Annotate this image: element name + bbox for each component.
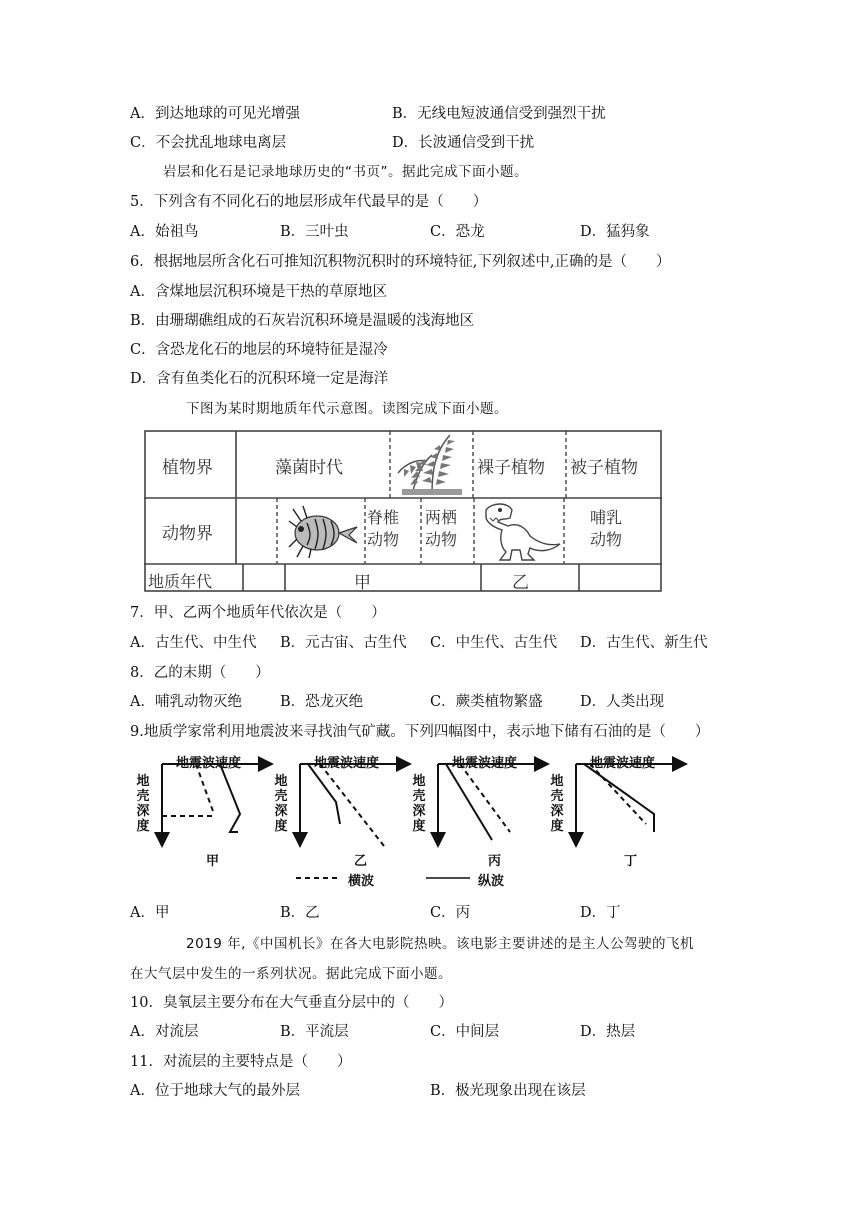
dinosaur-icon (478, 500, 562, 562)
row-label-plants: 植物界 (162, 458, 213, 478)
vertebrate-label: 脊椎 动物 (367, 508, 400, 549)
q9-option-d: D．丁 (580, 905, 621, 921)
axis-label-speed-2: 地震波速度 (314, 756, 380, 771)
table-intro: 下图为某时期地质年代示意图。读图完成下面小题。 (186, 401, 508, 417)
seismic-wave-diagrams (136, 752, 730, 892)
axis-label-speed-4: 地震波速度 (590, 756, 656, 771)
q9-option-b: B．乙 (280, 905, 320, 921)
q4-option-a: A．到达地球的可见光增强 (130, 106, 300, 122)
q8-option-b: B．恐龙灭绝 (280, 694, 364, 710)
q4-option-d: D．长波通信受到干扰 (392, 135, 535, 151)
axis-label-speed-3: 地震波速度 (452, 756, 518, 771)
q10-stem: 10．臭氧层主要分布在大气垂直分层中的（ ） (130, 995, 453, 1011)
panel-label-yi: 乙 (354, 854, 368, 869)
q9-stem: 9.地质学家常利用地震波来寻找油气矿藏。下列四幅图中，表示地下储有石油的是（ ） (130, 724, 710, 740)
seismic-wave-lines (150, 752, 730, 892)
q5-stem: 5．下列含有不同化石的地层形成年代最早的是（ ） (130, 194, 488, 210)
era-yi: 乙 (512, 573, 529, 593)
q9-option-c: C．丙 (430, 905, 471, 921)
q8-stem: 8．乙的末期（ ） (130, 665, 270, 681)
angiosperm-label: 被子植物 (570, 458, 638, 478)
q6-option-a: A．含煤地层沉积环境是干热的草原地区 (130, 284, 387, 300)
q10-option-a: A．对流层 (130, 1024, 199, 1040)
q5-option-b: B．三叶虫 (280, 224, 349, 240)
panel-label-bing: 丙 (488, 854, 502, 869)
q7-option-a: A．古生代、中生代 (130, 635, 257, 651)
q10-option-b: B．平流层 (280, 1024, 349, 1040)
era-jia: 甲 (354, 573, 371, 593)
panel-label-jia: 甲 (206, 854, 220, 869)
q7-option-b: B．元古宙、古生代 (280, 635, 407, 651)
algae-era-label: 藻菌时代 (275, 458, 343, 478)
q6-option-c: C．含恐龙化石的地层的环境特征是湿冷 (130, 342, 388, 358)
geologic-time-table (144, 430, 662, 592)
q11-option-b: B．极光现象出现在该层 (430, 1083, 586, 1099)
trilobite-icon (287, 503, 359, 559)
q6-option-b: B．由珊瑚礁组成的石灰岩沉积环境是温暖的浅海地区 (130, 313, 475, 329)
q5-option-c: C．恐龙 (430, 224, 485, 240)
legend-transverse: 横波 (348, 874, 375, 889)
q5-option-a: A．始祖鸟 (130, 224, 199, 240)
fern-icon (392, 433, 474, 497)
q5-option-d: D．猛犸象 (580, 224, 650, 240)
q11-stem: 11．对流层的主要特点是（ ） (130, 1054, 352, 1070)
q7-option-d: D．古生代、新生代 (580, 635, 708, 651)
axis-label-depth-1: 地 壳 深 度 (136, 774, 150, 834)
gymnosperm-label: 裸子植物 (477, 458, 545, 478)
q6-option-d: D．含有鱼类化石的沉积环境一定是海洋 (130, 371, 389, 387)
q6-stem: 6．根据地层所含化石可推知沉积物沉积时的环境特征,下列叙述中,正确的是（ ） (130, 254, 671, 270)
q4-option-b: B．无线电短波通信受到强烈干扰 (392, 106, 606, 122)
q8-option-d: D．人类出现 (580, 694, 665, 710)
q7-stem: 7．甲、乙两个地质年代依次是（ ） (130, 605, 386, 621)
mammal-label: 哺乳 动物 (590, 508, 623, 549)
fossil-intro: 岩层和化石是记录地球历史的“书页”。据此完成下面小题。 (163, 164, 528, 180)
amphibian-label: 两栖 动物 (425, 508, 458, 549)
movie-intro-line-1: 2019 年,《中国机长》在各大电影院热映。该电影主要讲述的是主人公驾驶的飞机 (186, 936, 694, 952)
q8-option-a: A．哺乳动物灭绝 (130, 694, 242, 710)
q7-option-c: C．中生代、古生代 (430, 635, 558, 651)
q8-option-c: C．蕨类植物繁盛 (430, 694, 543, 710)
q4-option-c: C．不会扰乱地球电离层 (130, 135, 287, 151)
row-label-era: 地质年代 (148, 572, 213, 591)
legend-longitudinal: 纵波 (478, 874, 505, 889)
q9-option-a: A．甲 (130, 905, 170, 921)
row-label-animals: 动物界 (162, 524, 213, 544)
axis-label-depth-3: 地 壳 深 度 (412, 774, 426, 834)
axis-label-depth-4: 地 壳 深 度 (550, 774, 564, 834)
q10-option-c: C．中间层 (430, 1024, 500, 1040)
q10-option-d: D．热层 (580, 1024, 636, 1040)
axis-label-depth-2: 地 壳 深 度 (274, 774, 288, 834)
panel-label-ding: 丁 (624, 854, 638, 869)
axis-label-speed-1: 地震波速度 (176, 756, 242, 771)
q11-option-a: A．位于地球大气的最外层 (130, 1083, 300, 1099)
movie-intro-line-2: 在大气层中发生的一系列状况。据此完成下面小题。 (130, 966, 452, 982)
